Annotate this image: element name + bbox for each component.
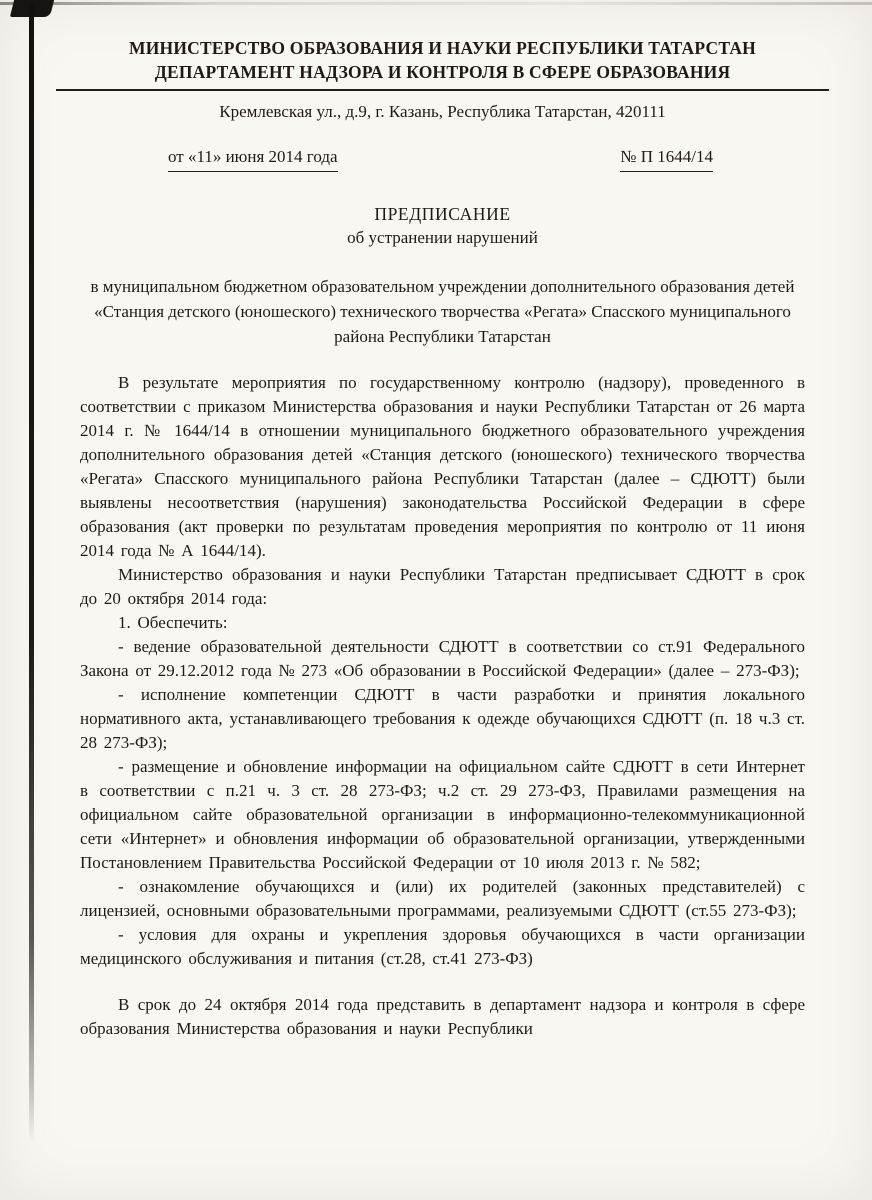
list-item-4: - ознакомление обучающихся и (или) их родителей (законных представителей) с лицензией, основными образовательными программами, реализуемыми СДЮТТ (ст.55 273-ФЗ); xyxy=(80,877,805,920)
document-subtitle: об устранении нарушений xyxy=(347,228,538,247)
letterhead xyxy=(80,36,805,124)
list-item-3: - размещение и обновление информации на официальном сайте СДЮТТ в сети Интернет в соответствии с п.21 ч. 3 ст. 28 273-ФЗ; ч.2 ст. 29 273-ФЗ, Правилами размещения на официальном сайте образовательной организации в информационно-телекоммуникационной сети «Интернет» и обновления информации об образовательной организации, утвержденными Постановлением Правительства Российской Федерации от 10 июля 2013 г. № 582; xyxy=(80,757,805,872)
address-line: Кремлевская ул., д.9, г. Казань, Республика Татарстан, 420111 xyxy=(219,102,666,121)
list-item-1: - ведение образовательной деятельности СДЮТТ в соответствии со ст.91 Федерального Закона от 29.12.2012 года № 273 «Об образовании в Российской Федерации» (далее – 273-ФЗ); xyxy=(80,637,805,680)
document-title: ПРЕДПИСАНИЕ xyxy=(374,204,511,224)
document-number: № П 1644/14 xyxy=(620,145,713,172)
paragraph-order: Министерство образования и науки Республики Татарстан предписывает СДЮТТ в срок до 20 октября 2014 года: xyxy=(80,565,805,608)
paragraph-list-header: 1. Обеспечить: xyxy=(118,613,228,632)
document-body xyxy=(80,371,805,1041)
document-date: от «11» июня 2014 года xyxy=(168,145,338,172)
department-name: ДЕПАРТАМЕНТ НАДЗОРА И КОНТРОЛЯ В СФЕРЕ ОБРАЗОВАНИЯ xyxy=(154,62,731,82)
list-item-2: - исполнение компетенции СДЮТТ в части разработки и принятия локального нормативного акта, устанавливающего требования к одежде обучающихся СДЮТТ (п. 18 ч.3 ст. 28 273-ФЗ); xyxy=(80,685,805,752)
list-item-5: - условия для охраны и укрепления здоровья обучающихся в части организации медицинского обслуживания и питания (ст.28, ст.41 273-ФЗ) xyxy=(80,925,805,968)
paragraph-intro: В результате мероприятия по государственному контролю (надзору), проведенного в соответствии с приказом Министерства образования и науки Республики Татарстан от 26 марта 2014 г. № 1644/14 в отношении муниципального бюджетного образовательного учреждения дополнительного образования детей «Станция детского (юношеского) технического творчества «Регата» Спасского муниципального района Республики Татарстан (далее – СДЮТТ) были выявлены несоответствия (нарушения) законодательства Российской Федерации в сфере образования (акт проверки по результатам проведения мероприятия по контролю от 11 июня 2014 года № А 1644/14). xyxy=(80,373,805,560)
ministry-name: МИНИСТЕРСТВО ОБРАЗОВАНИЯ И НАУКИ РЕСПУБЛИКИ ТАТАРСТАН xyxy=(128,38,756,58)
meta-row xyxy=(80,145,805,172)
paragraph-deadline: В срок до 24 октября 2014 года представить в департамент надзора и контроля в сфере образования Министерства образования и науки Республики xyxy=(80,995,805,1038)
addressee-block: в муниципальном бюджетном образовательном учреждении дополнительного образования детей «Станция детского (юношеского) технического творчества «Регата» Спасского муниципального района Республики Татарстан xyxy=(90,277,795,346)
letterhead-rule xyxy=(56,89,829,91)
